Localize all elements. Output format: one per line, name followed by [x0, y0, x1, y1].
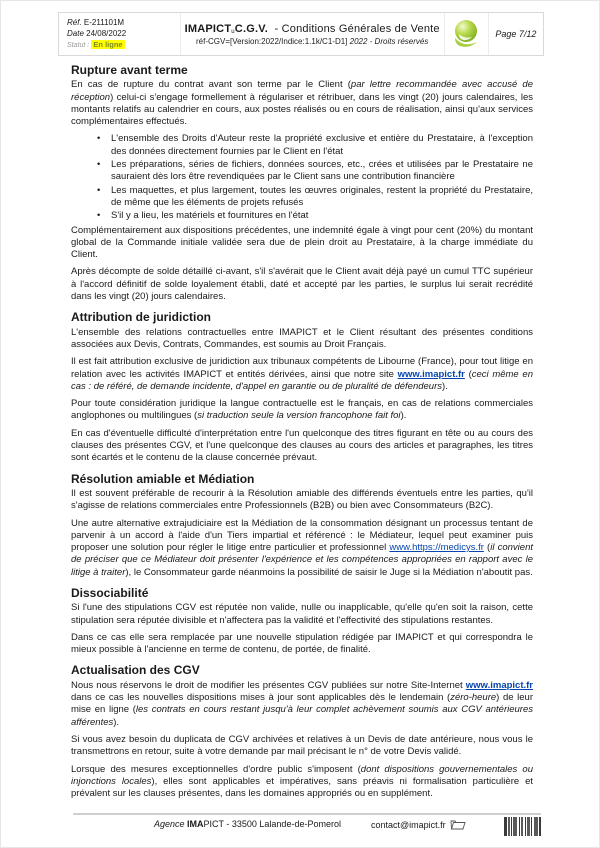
footer-contact [371, 819, 466, 830]
text-segment: ). [400, 410, 407, 422]
text-segment: En cas de rupture du contrat avant son terme par le Client ( [71, 79, 351, 91]
text-segment: Lorsque des mesures exceptionnelles d'ordre public s'imposent ( [71, 763, 361, 775]
section-heading-attribution-de-juridiction: Attribution de juridiction [71, 310, 211, 325]
text-segment: Si l'une des stipulations CGV est réputée non valide, nulle ou inapplicable, qu'elle qu'en soit la raison, cette stipulation sera réputée divisible et n'affectera pas la validité et l'effectivité des stipulations restantes. [71, 602, 533, 626]
bullet-marker: • [97, 184, 101, 196]
contact-email[interactable]: contact@imapict.fr [371, 819, 446, 830]
agency-address: - 33500 Lalande-de-Pomerol [223, 819, 341, 829]
ref-value: E-211101M [83, 18, 125, 27]
text-segment: Il est fait attribution exclusive de juridiction aux tribunaux compétents de Libourne (France), pour tout litige en relation avec les activités IMAPICT et entités dérivées, ainsi que notre site [71, 356, 533, 380]
paragraph [71, 632, 533, 657]
text-segment: ), le Consommateur garde néanmoins la possibilité de saisir le Juge si la Médiation n'aboutit pas. [125, 566, 533, 578]
text-segment: Complémentairement aux dispositions précédentes, une indemnité égale à vingt pour cent (20%) du montant global de la Commande initiale validée sera due de plein droit au Prestataire, à la charge immédiate du Client. [71, 224, 533, 261]
text-segment: ( [483, 542, 491, 554]
text-segment: ceci même en cas : de référé, de demande incidente, d'appel en garantie ou de pluralité de défendeurs [71, 368, 533, 392]
barcode-bar [539, 817, 541, 836]
paragraph [71, 225, 533, 262]
paragraph [71, 79, 533, 128]
header-meta [59, 13, 180, 55]
section-heading-dissociabilite: Dissociabilité [71, 585, 149, 600]
imapict-globe-icon [451, 18, 481, 50]
text-segment: Pour toute considération juridique la langue contractuelle est le français, en cas de relations commerciales anglophones ou multilingues ( [71, 398, 533, 422]
text-segment: ). [113, 716, 120, 728]
agency-brand-rest: PICT [203, 819, 224, 829]
ref-label: Réf. [67, 18, 82, 27]
footer-agency [154, 819, 341, 829]
text-segment: si traduction seule la version francophone fait foi [197, 410, 401, 422]
date-label: Date [67, 29, 84, 38]
paragraph [71, 398, 533, 423]
section-heading-resolution-amiable-et-mediation: Résolution amiable et Médiation [71, 471, 255, 486]
document-subtitle [196, 37, 428, 46]
paragraph [71, 266, 533, 303]
link-www-imapict-fr[interactable]: www.imapict.fr [397, 368, 465, 380]
paragraph [71, 327, 533, 352]
list-item-text [111, 133, 533, 158]
barcode [504, 817, 548, 836]
footer-divider [73, 813, 541, 815]
text-segment: En cas d'éventuelle difficulté d'interprétation entre l'un quelconque des titres figurant en tête ou au cours des clauses des présentes CGV, et l'une quelconque des clauses au cours des articles et paragraphes, les titres sont écartés et le contenu de la clause concernée prévaut. [71, 427, 533, 464]
text-segment: S'il y a lieu, les matériels et fournitures en l'état [111, 210, 309, 222]
text-segment: Nous nous réservons le droit de modifier les présentes CGV publiées sur notre Site-Internet [71, 679, 466, 691]
paragraph [71, 428, 533, 465]
list-item-text [111, 185, 533, 210]
text-segment: ), elles sont applicables et impératives, sans préavis ni formalisation particulière et prévalent sur les clauses présentes, dans les domaines appropriés ou en supplément. [71, 775, 533, 800]
link-www-imapict-fr[interactable]: www.imapict.fr [465, 679, 533, 691]
agency-label: Agence [154, 819, 185, 829]
bullet-list [71, 133, 533, 222]
text-segment: ( [464, 368, 472, 380]
date-line [67, 28, 174, 39]
text-segment: Une autre alternative extrajudiciaire est la Médiation de la consommation désignant un processus tentant de parvenir à un accord à l'aide d'un Tiers impartial et référencé : le Médiateur, lequel peut examiner puis proposer une solution pour régler le litige entre particulier et professionnel [71, 517, 533, 554]
paragraph [71, 734, 533, 759]
brand-name: IMAPICT [184, 22, 232, 35]
paragraph [71, 680, 533, 729]
text-segment: ) de leur mise en ligne ( [71, 692, 533, 716]
text-segment: Dans ce cas elle sera remplacée par une nouvelle stipulation rédigée par IMAPICT et qui correspondra le mieux possible à l'ancienne en terme de contenu, de portée, de finalité. [71, 631, 533, 656]
text-segment: dont dispositions gouvernementales ou injonctions locales [71, 763, 533, 787]
statut-label: Statut : [67, 42, 90, 49]
ref-line [67, 17, 174, 28]
paragraph [71, 356, 533, 393]
list-item [71, 185, 533, 210]
list-item-text [111, 159, 533, 184]
date-value: 24/08/2022 [86, 29, 127, 38]
text-segment: ). [442, 380, 448, 392]
section-heading-actualisation-des-cgv: Actualisation des CGV [71, 663, 200, 678]
title-glyph: u [231, 28, 235, 35]
document-body [71, 64, 533, 805]
page-number [488, 13, 543, 55]
text-segment: dans ce cas les nouvelles dispositions mises à jour sont applicables dès le lendemain ( [71, 692, 451, 704]
agency-brand-bold: IMA [187, 819, 204, 829]
list-item [71, 159, 533, 184]
page-header [58, 12, 544, 56]
title-cgv: C.G.V. [234, 22, 268, 35]
list-item [71, 210, 533, 222]
text-segment: L'ensemble des relations contractuelles entre IMAPICT et le Client résultant des présentes conditions associées aux Devis, Contrats, Commandes, est soumis au Droit Français. [71, 326, 533, 350]
subtitle-rights: 2022 - Droits réservés [349, 36, 429, 46]
status-badge: En ligne [93, 40, 123, 49]
logo-area [445, 13, 488, 55]
list-item [71, 133, 533, 158]
link-www-https-medicys-fr[interactable]: www.https://medicys.fr [389, 542, 484, 554]
header-title-block [180, 13, 445, 55]
text-segment: ) celui-ci s'engage formellement à régulariser et rétribuer, dans les vingt (20) jours calendaires, les montants relatifs au calendrier en cours, aux postes réalisés ou en cours de réalisation, ainsi qu'aux services complémentaires effectués. [71, 91, 533, 128]
bullet-marker: • [97, 210, 101, 222]
bullet-marker: • [97, 133, 101, 145]
text-segment: les contrats en cours restant jusqu'à leur complet achèvement soumis aux CGV antérieures afférentes [71, 704, 534, 728]
open-folder-icon [450, 819, 466, 830]
page-number-label: Page 7/12 [495, 29, 537, 39]
section-heading-rupture-avant-terme: Rupture avant terme [71, 63, 188, 77]
paragraph [71, 602, 533, 627]
bullet-marker: • [97, 159, 101, 171]
document-title [185, 23, 440, 35]
paragraph [71, 764, 533, 801]
list-item-text [111, 210, 533, 222]
text-segment: Les maquettes, et plus largement, toutes les œuvres originales, restent la propriété du Prestataire, de même que les éléments de projets refusés [111, 184, 533, 208]
text-segment: L'ensemble des Droits d'Auteur reste la propriété exclusive et entière du Prestataire, à l'exception des données directement fournies par le Client en l'état [111, 133, 533, 157]
text-segment: Après décompte de solde détaillé ci-avant, s'il s'avérait que le Client avait déjà payé un cumul TTC supérieur à l'accord définitif de solde loyalement établi, daté et accepté par les parties, le surplus lui serait recrédité dans les vingt (20) jours calendaires. [71, 266, 533, 303]
title-rest: - Conditions Générales de Vente [274, 22, 440, 35]
text-segment: il convient de préciser que ce Médiateur doit présenter l'expérience et les compétences appropriées en rapport avec le litige à traiter [71, 542, 533, 578]
text-segment: par lettre recommandée avec accusé de réception [71, 79, 533, 103]
text-segment: Il est souvent préférable de recourir à la Résolution amiable des différends éventuels entre les parties, qu'il s'agisse de relations commerciales entre Professionnels (B2B) ou bien avec Consommateurs (B2C). [71, 487, 533, 512]
paragraph [71, 518, 533, 579]
text-segment: Les préparations, séries de fichiers, données sources, etc., crées et utilisées par le Prestataire ne sauraient dès lors être revendiquées par le Client sans une contribution financière [111, 159, 533, 183]
subtitle-ref: réf-CGV=[Version:2022/Indice:1.1k/C1-D1] [195, 36, 348, 46]
text-segment: Si vous avez besoin du duplicata de CGV archivées et relatives à un Devis de date antérieure, nous vous le transmettrons en retour, suite à votre demande par mail précisant le n° de votre Devis validé. [71, 733, 533, 758]
statut-line [67, 39, 174, 51]
text-segment: zéro-heure [450, 692, 497, 704]
paragraph [71, 488, 533, 513]
